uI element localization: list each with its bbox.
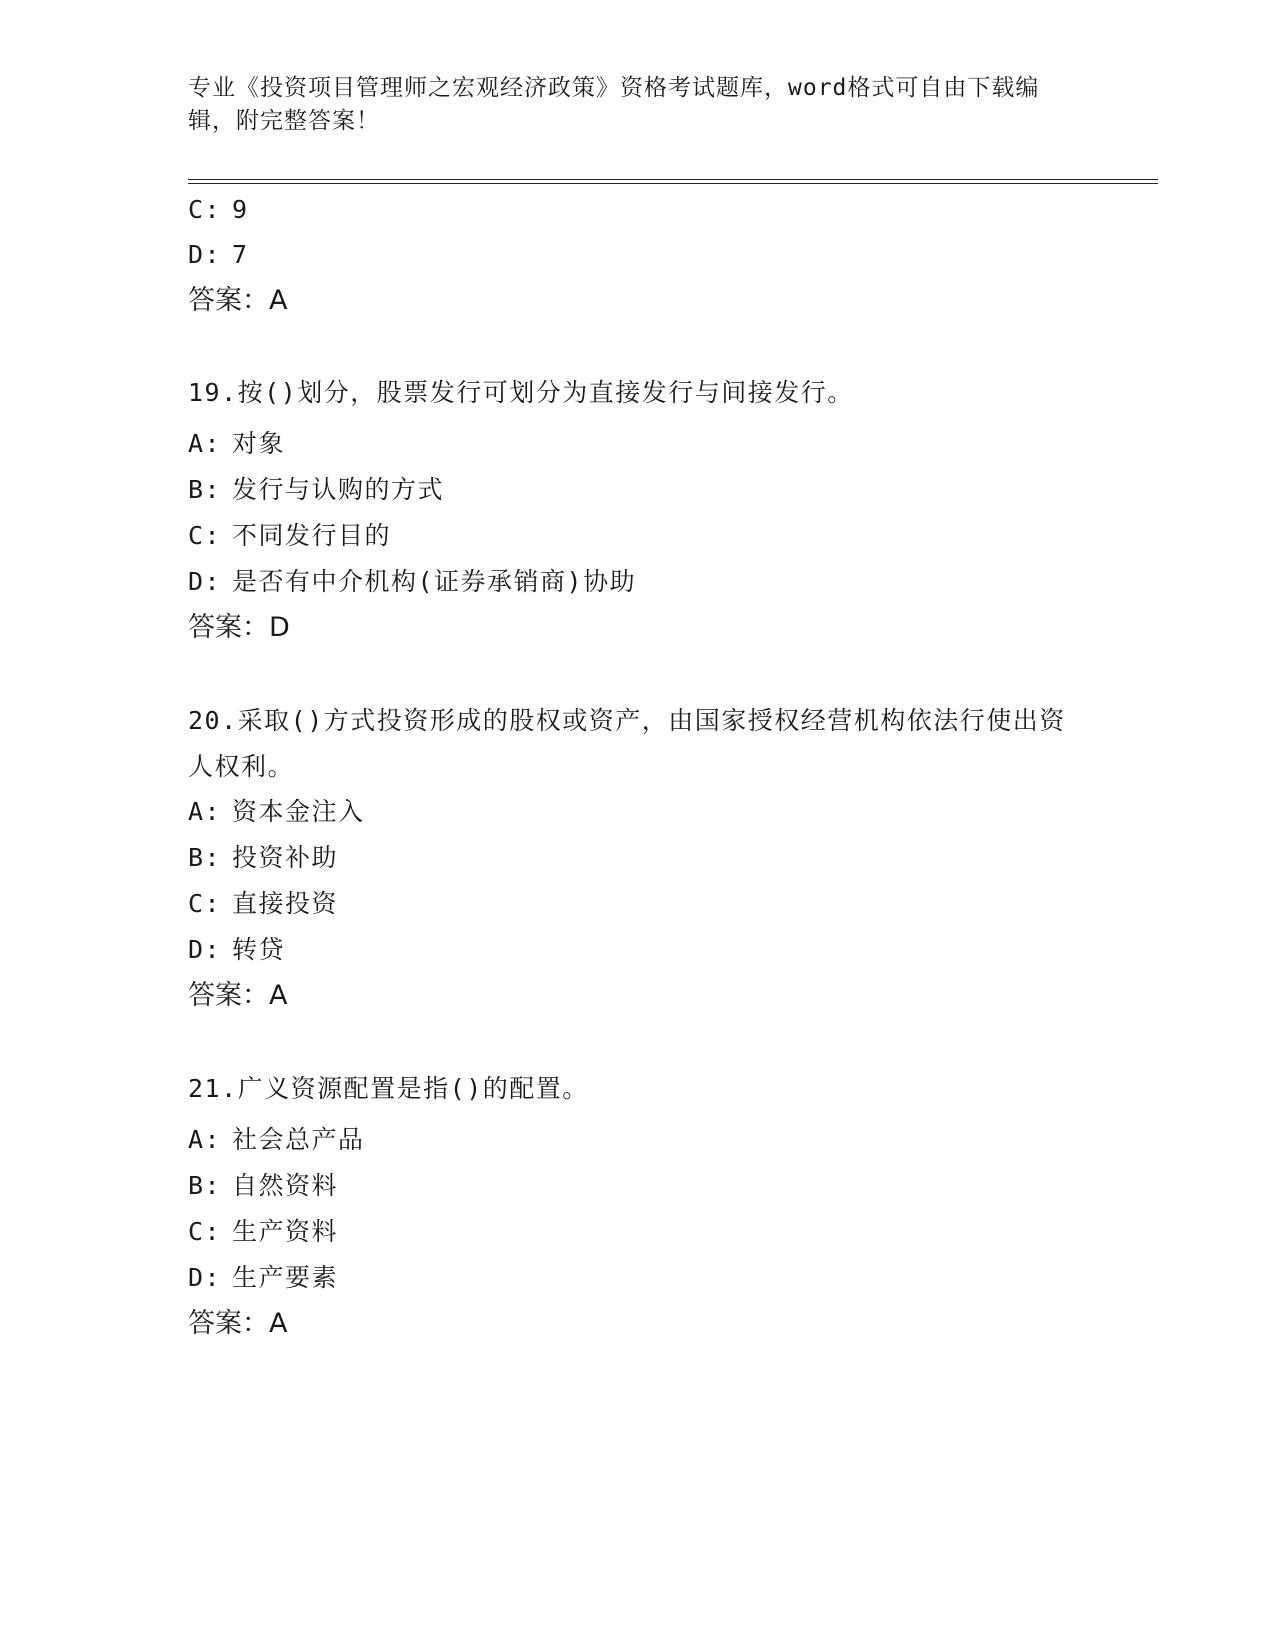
- option-label: C:: [188, 195, 222, 224]
- question-20-option-b: [188, 842, 338, 874]
- header-divider-bottom: [188, 183, 1158, 184]
- option-text: 投资补助: [232, 843, 339, 872]
- option-text: 9: [232, 195, 249, 224]
- question-21-text: 21.广义资源配置是指()的配置。: [188, 1074, 589, 1103]
- option-text: 对象: [232, 429, 286, 458]
- option-text: 资本金注入: [232, 797, 365, 826]
- option-d: [188, 239, 249, 271]
- option-label: D:: [188, 240, 222, 269]
- question-19-option-c: [188, 520, 391, 552]
- question-21-option-c: [188, 1216, 338, 1248]
- header-divider-top: [188, 179, 1158, 180]
- option-label: B:: [188, 475, 222, 504]
- question-20-option-c: [188, 888, 338, 920]
- option-text: 生产资料: [232, 1217, 339, 1246]
- option-label: C:: [188, 889, 222, 918]
- question-19-option-d: [188, 566, 636, 598]
- option-text: 是否有中介机构(证券承销商)协助: [232, 567, 637, 596]
- question-19-text: 19.按()划分，股票发行可划分为直接发行与间接发行。: [188, 378, 854, 407]
- document-header: 专业《投资项目管理师之宏观经济政策》资格考试题库，word格式可自由下载编辑，附完整答案！: [188, 75, 1040, 134]
- option-label: C:: [188, 1217, 222, 1246]
- question-19-option-b: [188, 474, 444, 506]
- option-label: B:: [188, 843, 222, 872]
- question-19-answer: 答案：D: [188, 612, 290, 643]
- option-text: 发行与认购的方式: [232, 475, 445, 504]
- question-21-option-d: [188, 1262, 338, 1294]
- question-21-answer: 答案：A: [188, 1308, 288, 1339]
- option-text: 转贷: [232, 935, 286, 964]
- option-label: A:: [188, 1125, 222, 1154]
- answer-line: 答案：A: [188, 285, 288, 316]
- option-label: D:: [188, 1263, 222, 1292]
- option-text: 不同发行目的: [232, 521, 392, 550]
- option-text: 自然资料: [232, 1171, 339, 1200]
- option-text: 直接投资: [232, 889, 339, 918]
- question-20-text: 20.采取()方式投资形成的股权或资产，由国家授权经营机构依法行使出资人权利。: [188, 706, 1066, 781]
- question-19-option-a: [188, 428, 285, 460]
- option-label: A:: [188, 797, 222, 826]
- option-label: D:: [188, 935, 222, 964]
- question-20-option-d: [188, 934, 285, 966]
- question-21-option-b: [188, 1170, 338, 1202]
- option-c: [188, 194, 249, 226]
- option-label: C:: [188, 521, 222, 550]
- question-20-answer: 答案：A: [188, 980, 288, 1011]
- option-text: 生产要素: [232, 1263, 339, 1292]
- option-label: A:: [188, 429, 222, 458]
- option-label: D:: [188, 567, 222, 596]
- option-text: 7: [232, 240, 249, 269]
- option-text: 社会总产品: [232, 1125, 365, 1154]
- question-20-option-a: [188, 796, 365, 828]
- option-label: B:: [188, 1171, 222, 1200]
- question-21-option-a: [188, 1124, 365, 1156]
